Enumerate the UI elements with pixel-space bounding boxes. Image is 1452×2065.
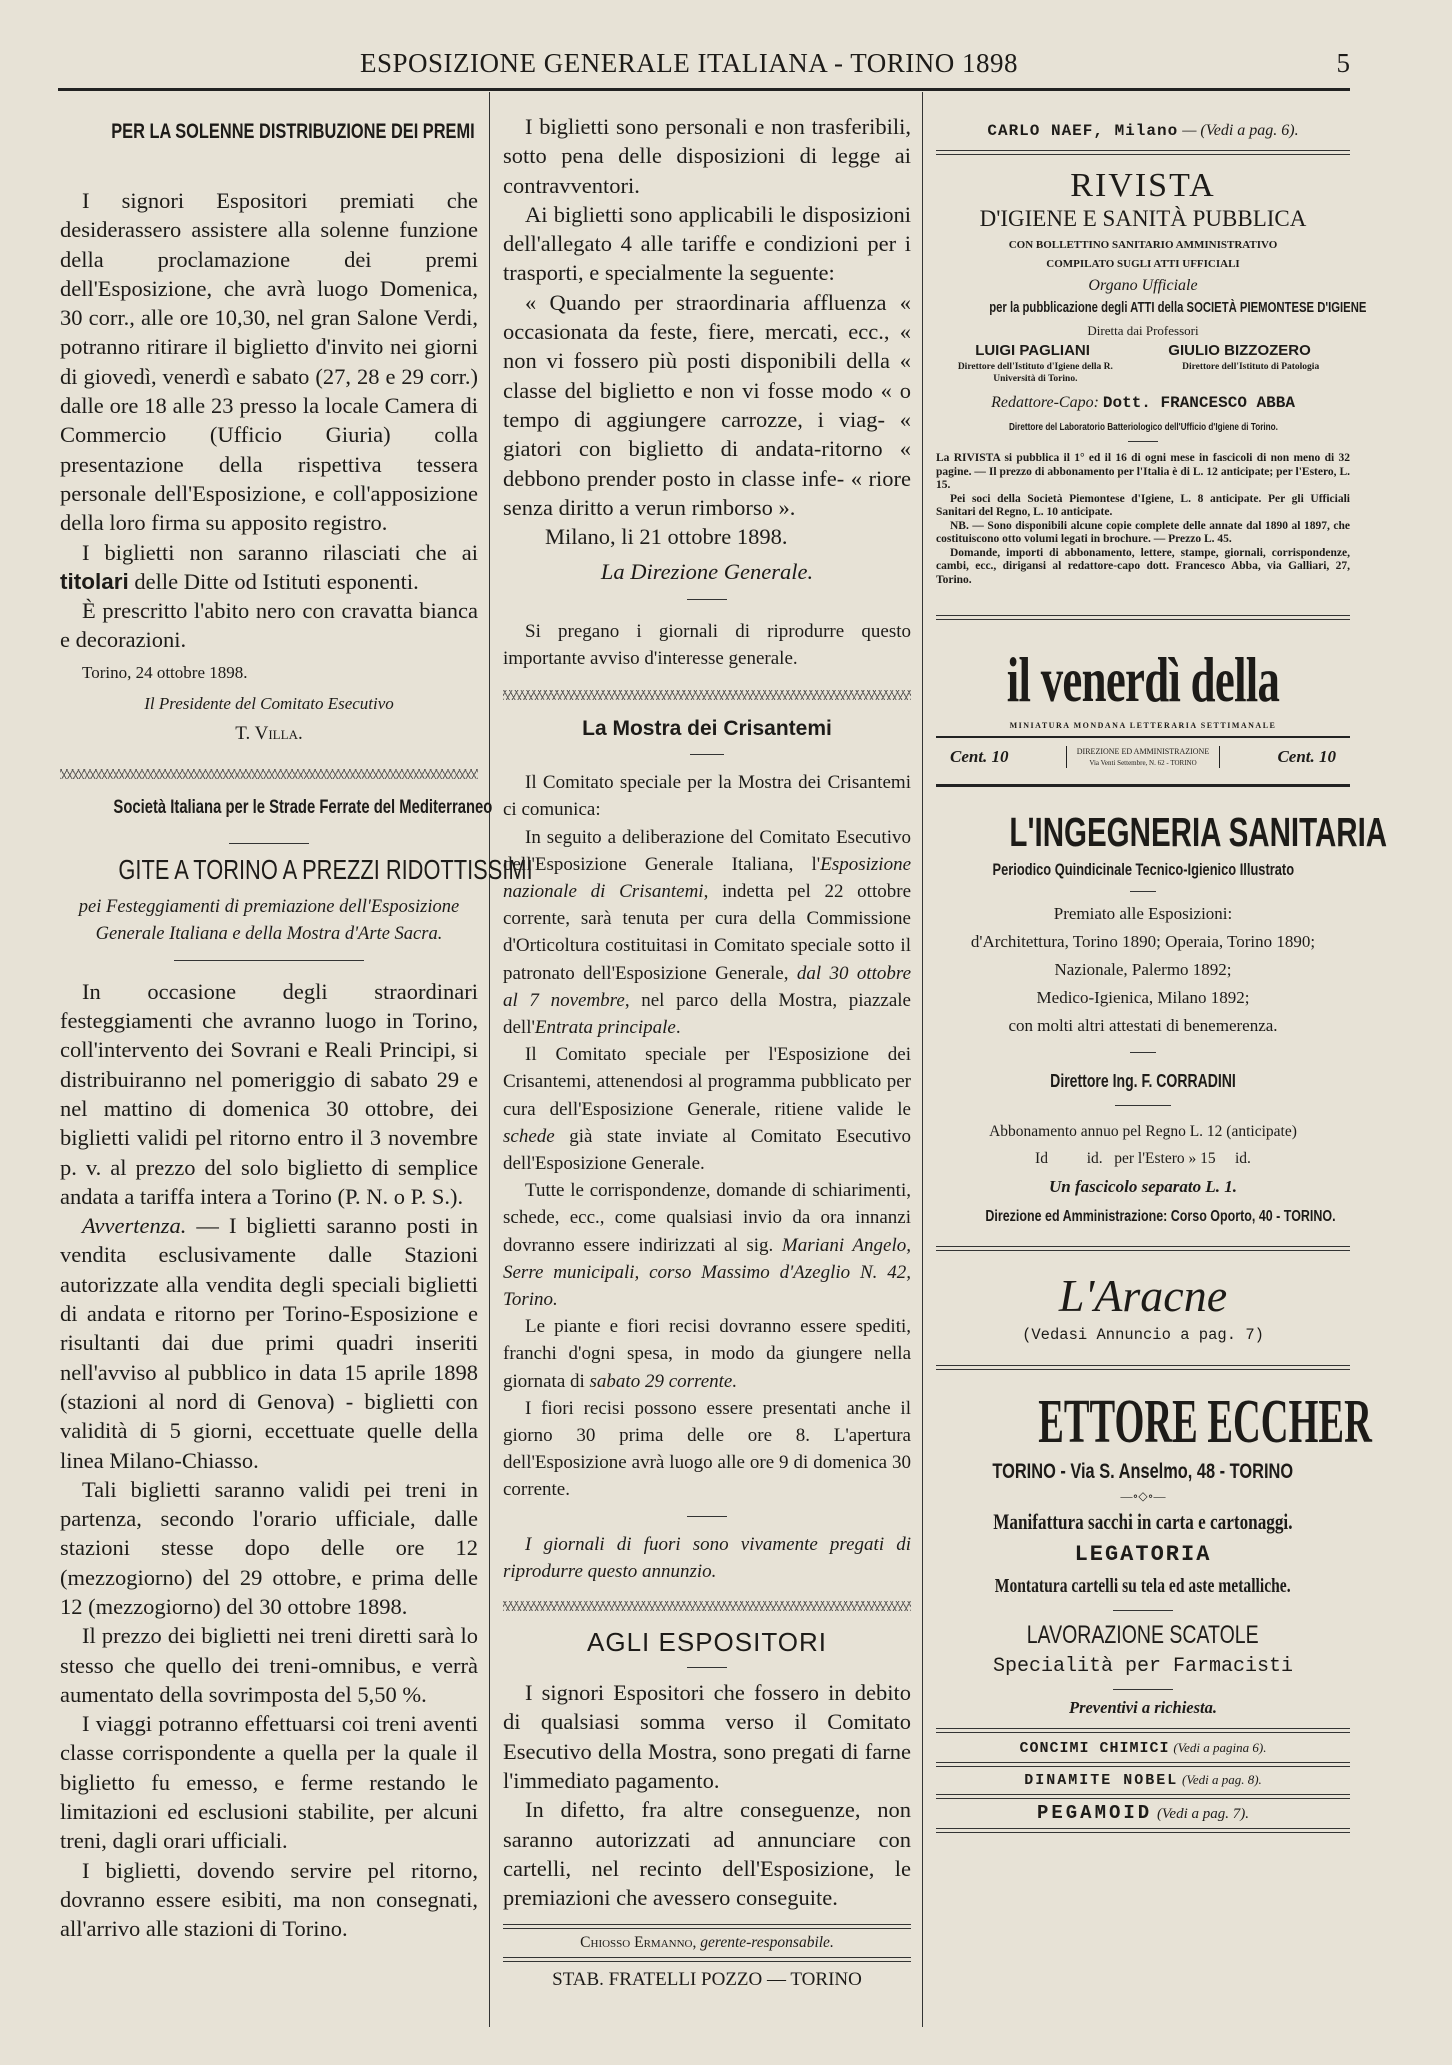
header-title: ESPOSIZIONE GENERALE ITALIANA - TORINO 1898 — [360, 48, 1019, 78]
ingegneria-fascicolo: Un fascicolo separato L. 1. — [1049, 1177, 1237, 1196]
gite-paragraph: In occasione degli straordinari festeggiamenti che avranno luogo in Torino, coll'intervento dei Sovrani e Reali Principi, si distribuiranno nel pomeriggio di sabato 29 e nel mattino di domenica 30 ottobre, dei biglietti validi pel ritorno entro il 3 novembre p. v. al prezzo del solo biglietto di semplice andata a tariffa intera a Torino (P. N. o P. S.). — [60, 978, 478, 1209]
dinamite-ad: DINAMITE NOBEL (Vedi a pag. 8). — [1024, 1772, 1262, 1789]
eccher-line: Manifattura sacchi in carta e cartonaggi. — [993, 1509, 1293, 1534]
eccher-line: Montatura cartelli su tela ed aste metalliche. — [995, 1575, 1291, 1597]
rivista-professor: GIULIO BIZZOZERO — [1168, 342, 1311, 359]
premi-paragraph: È prescritto l'abito nero con cravatta bianca e decorazioni. — [60, 598, 478, 653]
gerente-line: Chiosso Ermanno, gerente-responsabile. — [580, 1934, 834, 1952]
crisantemi-paragraph: Il Comitato speciale per la Mostra dei Crisantemi ci comunica: — [503, 772, 911, 821]
ornamental-rule — [503, 1601, 911, 1611]
crisantemi-paragraph: Il Comitato speciale per l'Esposizione dei Crisantemi, attenendosi al programma pubblicato per cura dell'Esposizione Generale, ritiene valide le schede già state inviate al Comitato Esecutivo dell'Esposizione Generale. — [503, 1044, 912, 1174]
divider — [690, 754, 724, 755]
rivista-professor-role: Direttore dell'Istituto di Patologia — [1182, 362, 1320, 372]
divider — [687, 1667, 727, 1668]
column-1 — [60, 112, 533, 1944]
crisantemi-paragraph: Tutte le corrispondenze, domande di schiarimenti, schede, ecc., come qualsiasi invio da ora innanzi dovranno essere indirizzati al sig. Mariani Angelo, Serre municipali, corso Massimo d'Azeglio N. 42, Torino. — [503, 1180, 911, 1311]
divider — [687, 1516, 727, 1517]
column-3 — [936, 120, 1388, 1833]
crisantemi-paragraph: I fiori recisi possono essere presentati anche il giorno 30 prima delle ore 8. L'apertura dell'Esposizione avrà luogo alle ore 9 di domenica 30 corrente. — [503, 1397, 911, 1501]
double-rule — [936, 1828, 1350, 1833]
premi-paragraph: I signori Espositori premiati che desiderassero assistere alla solenne funzione della proclamazione dei premi dell'Esposizione, che avrà luogo Domenica, 30 corr., alle ore 10,30, nel gran Salone Verdi, potranno ritirare il biglietto d'invito nei giorni di giovedì, venerdì e sabato (27, 28 e 29 corr.) dalle ore 18 alle 23 presso la locale Camera di Commercio (Ufficio Giuria) colla presentazione della rispettiva tessera personale dell'Esposizione, e coll'apposizione della loro firma su apposito registro. — [60, 188, 478, 536]
premi-signature-role: Il Presidente del Comitato Esecutivo — [144, 693, 394, 713]
venerdi-subtitle: MINIATURA MONDANA LETTERARIA SETTIMANALE — [1009, 721, 1277, 730]
eccher-line: LAVORAZIONE SCATOLE — [1027, 1621, 1259, 1649]
rivista-title: RIVISTA — [1070, 167, 1216, 204]
double-rule — [936, 1728, 1350, 1733]
rivista-professor-role: Direttore dell'Istituto d'Igiene della R. Università di Torino. — [957, 362, 1113, 384]
divider — [1115, 1105, 1171, 1106]
rivista-professor: LUIGI PAGLIANI — [975, 342, 1090, 359]
eccher-address: TORINO - Via S. Anselmo, 48 - TORINO — [992, 1460, 1294, 1483]
gite-heading: GITE A TORINO A PREZZI RIDOTTISSIMI — [118, 853, 533, 885]
continued-paragraph: I biglietti sono personali e non trasferibili, sotto pena delle disposizioni di legge ai contravventori. — [503, 114, 911, 198]
venerdi-logo: il venerdì della — [1006, 644, 1280, 715]
gite-paragraph: Il prezzo dei biglietti nei treni diretti sarà lo stesso che quello dei treni-omnibus, e verrà aumentato della sovrimposta del 5,50 %. — [60, 1623, 478, 1707]
column-rule — [922, 92, 923, 2027]
double-rule — [936, 1365, 1350, 1370]
ingegneria-director: Direttore Ing. F. CORRADINI — [1050, 1071, 1236, 1091]
rivista-info: Domande, importi di abbonamento, lettere, stampe, giornali, corrispondenze, cambi, ecc., dirigansi al redattore-capo dott. Francesco Abba, via Galliari, 27, Torino. — [936, 546, 1350, 586]
crisantemi-heading: La Mostra dei Crisantemi — [582, 717, 832, 741]
divider — [687, 599, 727, 600]
premi-heading: PER LA SOLENNE DISTRIBUZIONE DEI PREMI — [111, 120, 475, 143]
naef-ad: CARLO NAEF, Milano — (Vedi a pag. 6). — [987, 122, 1299, 140]
printer-line: STAB. FRATELLI POZZO — TORINO — [552, 1969, 862, 1991]
divider — [174, 960, 364, 961]
rivista-line: COMPILATO SUGLI ATTI UFFICIALI — [1046, 258, 1240, 270]
ingegneria-line: Medico-Igienica, Milano 1892; — [1036, 988, 1250, 1007]
venerdi-direzione: DIREZIONE ED AMMINISTRAZIONE — [1076, 747, 1210, 756]
ingegneria-line: con molti altri attestati di benemerenza. — [1008, 1016, 1278, 1035]
aracne-logo: L'Aracne — [1058, 1270, 1228, 1321]
crisantemi-paragraph: In seguito a deliberazione del Comitato Esecutivo dell'Esposizione Generale Italiana, l'Esposizione nazionale di Crisantemi, indetta pel 22 ottobre corrente, sarà tenuta per cura della Commissione d'Orticoltura costituitasi in Comitato speciale sotto il patronato dell'Esposizione Generale, dal 30 ottobre al 7 novembre, nel parco della Mostra, piazzale dell'Entrata principale. — [503, 826, 912, 1038]
divider — [1113, 1610, 1173, 1611]
reprint-note: Si pregano i giornali di riprodurre questo importante avviso d'interesse generale. — [503, 620, 911, 669]
gite-paragraph: Tali biglietti saranno validi pei treni in partenza, secondo l'orario ufficiale, dalle stazioni stesse dopo delle ore 12 (mezzogiorno) del 29 ottobre, e prima delle 12 (mezzogiorno) del 30 ottobre 1898. — [60, 1476, 478, 1619]
premi-signature-name: T. Villa. — [235, 722, 303, 744]
rivista-redattore: Redattore-Capo: Dott. FRANCESCO ABBA — [991, 394, 1295, 412]
continued-date: Milano, li 21 ottobre 1898. — [545, 524, 788, 550]
ingegneria-abbonamento: Id id. per l'Estero » 15 id. — [1035, 1150, 1251, 1167]
rivista-info: La RIVISTA si pubblica il 1° ed il 16 di ogni mese in fascicoli di non meno di 32 pagine. — Il prezzo di abbonamento per l'Italia è di L. 12 anticipate; per l'Estero, L. 15. — [936, 452, 1350, 491]
eccher-line: LEGATORIA — [1074, 1542, 1212, 1567]
societa-heading: Società Italiana per le Strade Ferrate del Mediterraneo — [113, 796, 493, 818]
venerdi-address: Via Venti Settembre, N. 62 - TORINO — [1089, 759, 1197, 767]
ingegneria-subtitle: Periodico Quindicinale Tecnico-Igienico Illustrato — [992, 861, 1294, 879]
double-rule — [936, 1246, 1350, 1251]
double-rule — [936, 615, 1350, 620]
ingegneria-abbonamento: Abbonamento annuo pel Regno L. 12 (anticipate) — [989, 1123, 1297, 1140]
continued-paragraph: Ai biglietti sono applicabili le disposizioni dell'allegato 4 alle tariffe e condizioni per i trasporti, e specialmente la seguente: — [503, 201, 911, 286]
crisantemi-paragraph: Le piante e fiori recisi dovranno essere spediti, franchi d'ogni spesa, in modo da giungere nella giornata di sabato 29 corrente. — [503, 1316, 911, 1392]
continued-signature: La Direzione Generale. — [600, 559, 814, 585]
venerdi-price: Cent. 10 — [950, 747, 1009, 766]
eccher-line: Specialità per Farmacisti — [992, 1655, 1294, 1678]
header-rule — [58, 88, 1350, 91]
double-rule — [503, 1957, 911, 1962]
divider — [1130, 1052, 1156, 1053]
premi-date: Torino, 24 ottobre 1898. — [82, 662, 248, 682]
quoted-rule: « Quando per straordinaria affluenza « occasionata da feste, fiere, mercati, ecc., « non vi fossero più posti disponibili della « classe del biglietto e non vi fosse modo « o tempo di aggiungere carrozze, i viag- « giatori con biglietto di andata-ritorno « debbono prender posto in classe infe- « riore senza diritto a verun rimborso ». — [503, 289, 911, 520]
gite-paragraph: Avvertenza. — I biglietti saranno posti in vendita esclusivamente dalle Stazioni autorizzate alla vendita degli speciali biglietti di andata e ritorno per Torino-Esposizione e risultanti dai due primi quadri inseriti nell'avviso al pubblico in data 15 aprile 1898 (stazioni al nord di Genova) - biglietti con validità di 5 giorni, eccettuate quelle della linea Milano-Chiasso. — [60, 1213, 479, 1473]
rivista-line: per la pubblicazione degli ATTI della SOCIETÀ PIEMONTESE D'IGIENE — [989, 300, 1367, 316]
rivista-line: Diretta dai Professori — [1087, 323, 1199, 338]
rivista-line: CON BOLLETTINO SANITARIO AMMINISTRATIVO — [1008, 239, 1278, 251]
gite-paragraph: I biglietti, dovendo servire pel ritorno, dovranno essere esibiti, ma non consegnati, all'arrivo alle stazioni di Torino. — [60, 1857, 478, 1942]
divider — [1128, 441, 1158, 442]
eccher-name: ETTORE ECCHER — [1038, 1388, 1372, 1456]
aracne-ref: (Vedasi Annuncio a pag. 7) — [1022, 1326, 1264, 1344]
page-header — [60, 48, 1350, 88]
ingegneria-line: Nazionale, Palermo 1892; — [1054, 960, 1232, 979]
ingegneria-address: Direzione ed Amministrazione: Corso Oporto, 40 - TORINO. — [985, 1208, 1336, 1225]
divider — [229, 843, 309, 844]
rivista-organo: Organo Ufficiale — [1088, 277, 1198, 294]
ingegneria-title: L'INGEGNERIA SANITARIA — [1009, 809, 1388, 855]
divider — [1130, 891, 1156, 892]
ornamental-rule — [60, 769, 478, 779]
column-2 — [503, 112, 911, 1996]
divider — [1113, 1689, 1173, 1690]
page-number: 5 — [1336, 48, 1350, 78]
agli-espositori-paragraph: In difetto, fra altre conseguenze, non saranno autorizzati ad annunciare con cartelli, nel recinto dell'Esposizione, le premiazioni che avessero conseguite. — [503, 1797, 911, 1911]
crisantemi-note: I giornali di fuori sono vivamente pregati di riprodurre questo annunzio. — [503, 1533, 911, 1582]
gite-subheading: pei Festeggiamenti di premiazione dell'Esposizione Generale Italiana e della Mostra d'Arte Sacra. — [78, 896, 460, 944]
gite-paragraph: I viaggi potranno effettuarsi coi treni aventi classe corrispondente a quella per la quale il biglietto fu emesso, e ferme restando le limitazioni ed esclusioni stabilite, per alcuni treni, dagli orari ufficiali. — [60, 1711, 478, 1854]
rivista-info: NB. — Sono disponibili alcune copie complete delle annate dal 1890 al 1897, che costituiscono otto volumi legati in brochure. — Prezzo L. 45. — [936, 519, 1350, 545]
ingegneria-line: d'Architettura, Torino 1890; Operaia, Torino 1890; — [970, 932, 1316, 951]
pegamoid-ad: PEGAMOID (Vedi a pag. 7). — [1036, 1802, 1250, 1824]
premi-paragraph: I biglietti non saranno rilasciati che ai titolari delle Ditte od Istituti esponenti. — [60, 539, 478, 594]
double-rule — [936, 150, 1350, 155]
ingegneria-line: Premiato alle Esposizioni: — [1053, 904, 1233, 923]
concimi-ad: CONCIMI CHIMICI (Vedi a pagina 6). — [1019, 1740, 1267, 1757]
rivista-info: Pei soci della Società Piemontese d'Igiene, L. 8 anticipate. Per gli Ufficiali Sanitari del Regno, L. 10 anticipate. — [936, 492, 1350, 518]
rivista-line: Direttore del Laboratorio Batteriologico dell'Ufficio d'Igiene di Torino. — [1008, 421, 1278, 433]
ornament-icon: —∘◇∘— — [1120, 1489, 1166, 1503]
rivista-subtitle: D'IGIENE E SANITÀ PUBBLICA — [979, 206, 1307, 231]
column-rule — [489, 92, 490, 2027]
agli-espositori-paragraph: I signori Espositori che fossero in debito di qualsiasi somma verso il Comitato Esecutivo della Mostra, sono pregati di farne l'immediato pagamento. — [503, 1680, 911, 1793]
venerdi-price: Cent. 10 — [1277, 747, 1336, 766]
agli-espositori-heading: AGLI ESPOSITORI — [587, 1627, 827, 1658]
eccher-line: Preventivi a richiesta. — [1068, 1698, 1218, 1717]
ornamental-rule — [503, 690, 911, 700]
